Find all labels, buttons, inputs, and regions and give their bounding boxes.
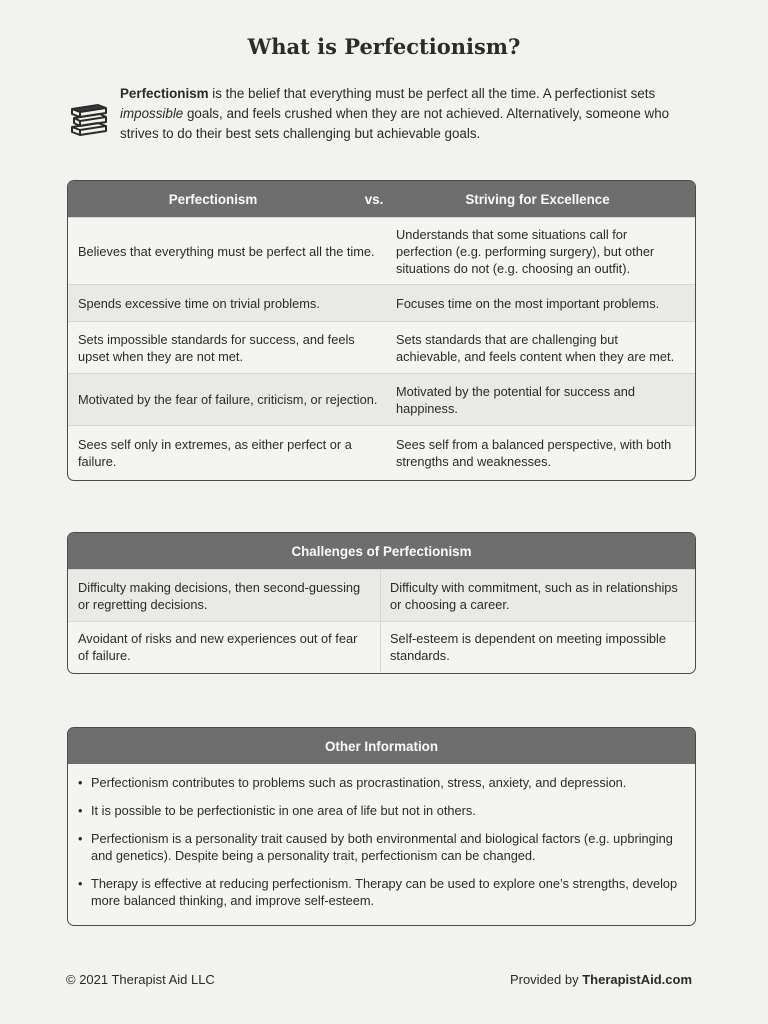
striving-cell: Motivated by the potential for success and happiness.: [396, 383, 636, 416]
perfectionism-cell: Sets impossible standards for success, and feels upset when they are not met.: [78, 331, 355, 364]
intro-section: [68, 84, 708, 144]
header-vs: vs.: [364, 191, 384, 207]
perfectionism-cell: Sees self only in extremes, as either perfect or a failure.: [78, 436, 352, 469]
perfectionism-cell: Spends excessive time on trivial problems.: [78, 295, 320, 311]
footer: [66, 972, 692, 987]
challenge-cell: Self-esteem is dependent on meeting impossible standards.: [390, 631, 667, 663]
copyright: © 2021 Therapist Aid LLC: [66, 972, 215, 987]
bullet-icon: •: [78, 803, 83, 818]
header-perfectionism: Perfectionism: [168, 191, 258, 207]
header-striving: Striving for Excellence: [465, 191, 610, 207]
comparison-header: [68, 181, 695, 217]
striving-cell: Sets standards that are challenging but achievable, and feels content when they are met.: [396, 331, 675, 364]
table-row: [68, 373, 695, 425]
striving-cell: Focuses time on the most important problems.: [396, 295, 660, 311]
table-row: [68, 217, 695, 284]
challenge-cell: Difficulty making decisions, then second-guessing or regretting decisions.: [68, 570, 381, 621]
info-list: [68, 764, 695, 909]
other-information-header: Other Information: [68, 728, 695, 764]
bullet-icon: •: [78, 775, 83, 790]
intro-emphasis: impossible: [120, 106, 184, 121]
challenge-cell: Avoidant of risks and new experiences out of fear of failure.: [68, 622, 381, 672]
perfectionism-cell: Motivated by the fear of failure, criticism, or rejection.: [78, 392, 378, 407]
list-item: • Therapy is effective at reducing perfectionism. Therapy can be used to explore one’s strengths, develop more balanced thinking, and improve self-esteem.: [78, 876, 678, 908]
intro-term: Perfectionism: [120, 86, 209, 101]
page-title: What is Perfectionism?: [247, 34, 521, 59]
bullet-icon: •: [78, 831, 83, 846]
striving-cell: Sees self from a balanced perspective, with both strengths and weaknesses.: [396, 436, 672, 469]
challenges-header: Challenges of Perfectionism: [68, 533, 695, 569]
other-information-box: [67, 727, 696, 926]
table-row: [68, 425, 695, 479]
intro-text: Perfectionism is the belief that everything must be perfect all the time. A perfectionist sets impossible goals, and feels crushed when they are not achieved. Alternatively, someone who strives to do their best sets challenging but achievable goals.: [120, 86, 670, 141]
table-row: [68, 621, 695, 672]
books-icon: [68, 96, 110, 138]
bullet-icon: •: [78, 876, 83, 891]
list-item: • Perfectionism is a personality trait caused by both environmental and biological factors (e.g. upbringing and genetics). Despite being a personality trait, perfectionism can be changed.: [78, 831, 673, 863]
challenge-cell: Difficulty with commitment, such as in relationships or choosing a career.: [390, 579, 678, 612]
table-row: [68, 321, 695, 373]
site-name: TherapistAid.com: [582, 972, 692, 987]
table-row: [68, 284, 695, 321]
perfectionism-cell: Believes that everything must be perfect all the time.: [78, 243, 375, 259]
striving-cell: Understands that some situations call for perfection (e.g. performing surgery), but other situations do not (e.g. choosing an outfit).: [396, 226, 655, 276]
list-item: • Perfectionism contributes to problems such as procrastination, stress, anxiety, and depression.: [78, 775, 627, 790]
provided-by: Provided by TherapistAid.com: [509, 972, 692, 987]
table-row: [68, 569, 695, 621]
list-item: • It is possible to be perfectionistic in one area of life but not in others.: [78, 803, 476, 818]
challenges-table: [67, 532, 696, 674]
comparison-table: [67, 180, 696, 481]
